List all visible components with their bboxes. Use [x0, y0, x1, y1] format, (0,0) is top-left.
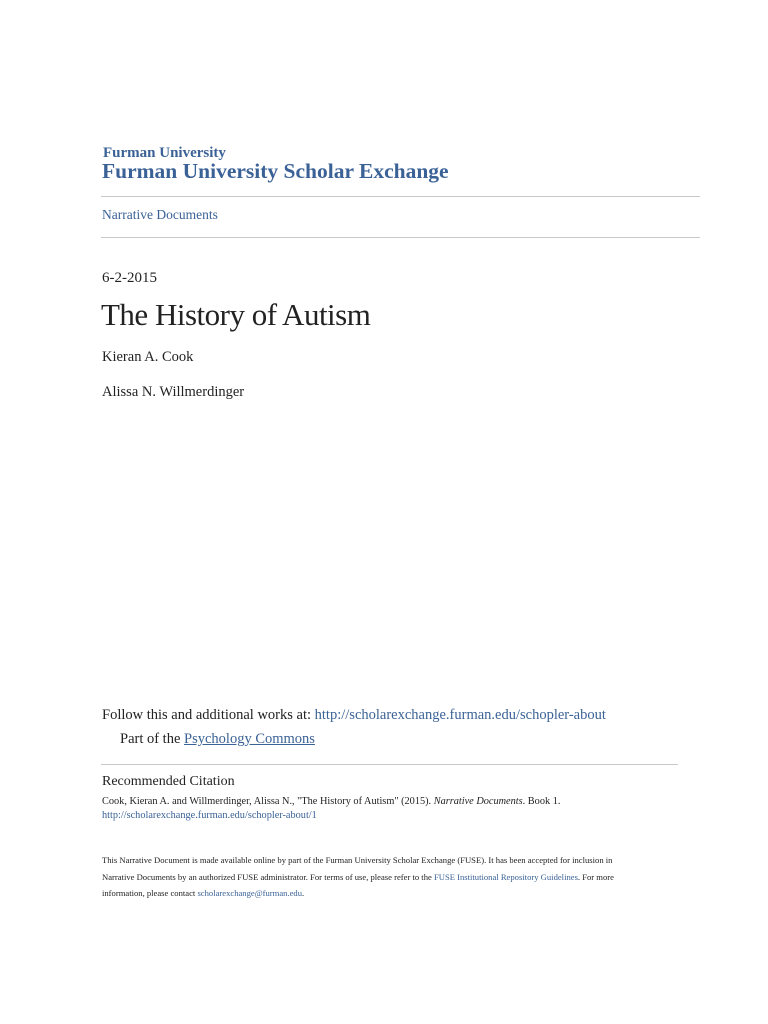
- citation-text: [102, 796, 560, 807]
- psychology-commons-link[interactable]: Psychology Commons: [184, 731, 315, 747]
- citation-journal: Narrative Documents: [433, 796, 523, 807]
- footer-line: This Narrative Document is made available online by part of the Furman University Scholar Exchange (FUSE). It has been accepted for inclusion in: [102, 855, 613, 865]
- citation-url-link[interactable]: http://scholarexchange.furman.edu/schopler-about/1: [102, 810, 317, 821]
- follow-line: [102, 707, 606, 724]
- footer-text: information, please contact: [102, 888, 198, 898]
- footer-text: . For more: [577, 872, 614, 882]
- footer-text: Narrative Documents by an authorized FUSE administrator. For terms of use, please refer to the: [102, 872, 434, 882]
- collection-link[interactable]: Narrative Documents: [102, 207, 218, 222]
- publication-date: 6-2-2015: [102, 270, 157, 286]
- document-title: The History of Autism: [101, 297, 371, 332]
- citation-heading: Recommended Citation: [102, 774, 235, 789]
- part-of-line: [120, 731, 315, 748]
- repository-name[interactable]: Furman University Scholar Exchange: [102, 159, 449, 183]
- author: Kieran A. Cook: [102, 349, 194, 365]
- divider: [101, 764, 678, 765]
- follow-url-link[interactable]: http://scholarexchange.furman.edu/schopler-about: [314, 707, 606, 723]
- divider: [101, 237, 700, 238]
- citation-body: Cook, Kieran A. and Willmerdinger, Alissa N., "The History of Autism" (2015).: [102, 796, 434, 807]
- institution-name: Furman University: [103, 145, 226, 161]
- footer-line: [102, 872, 614, 882]
- guidelines-link[interactable]: FUSE Institutional Repository Guidelines: [433, 872, 578, 882]
- author: Alissa N. Willmerdinger: [102, 384, 245, 400]
- footer-text: .: [302, 888, 305, 898]
- follow-label: Follow this and additional works at:: [102, 707, 315, 723]
- contact-email-link[interactable]: scholarexchange@furman.edu: [197, 888, 303, 898]
- citation-book: . Book 1.: [522, 796, 561, 807]
- part-of-label: Part of the: [120, 731, 185, 747]
- divider: [101, 196, 700, 197]
- footer-line: [102, 888, 304, 898]
